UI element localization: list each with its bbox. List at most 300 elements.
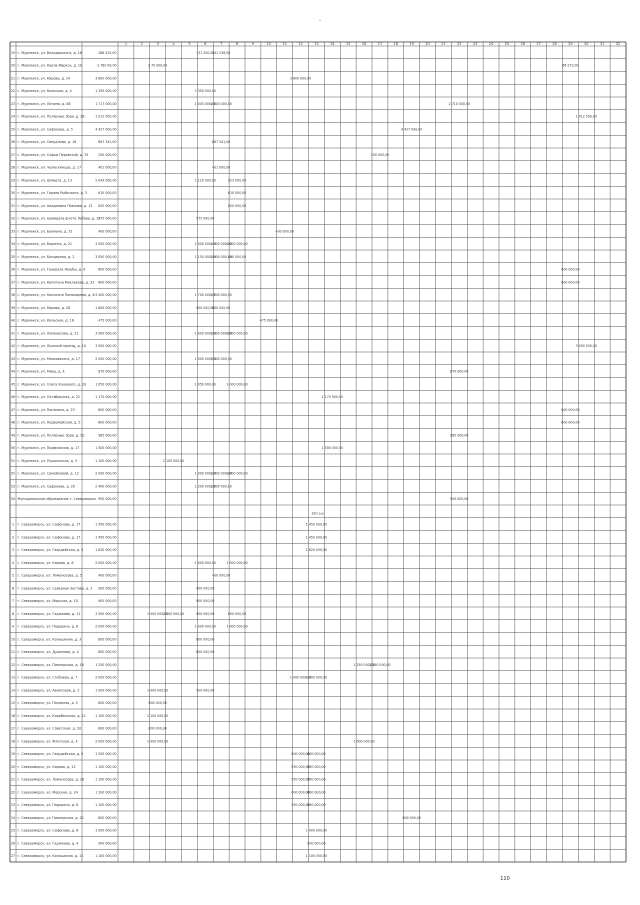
value-cell: 600 000,00 xyxy=(561,280,580,285)
row-number: 42 xyxy=(10,344,16,349)
value-cell: 900 000,00 xyxy=(196,305,215,310)
address-cell: г. Мурманск, ул. Баумана, д. 31 xyxy=(17,229,73,234)
value-cell: 1 200 000,00 xyxy=(210,484,232,489)
value-cell: 1 000 000,00 xyxy=(226,242,248,247)
value-cell: 1 120 000,00 xyxy=(194,178,216,183)
value-cell: 600 000,00 xyxy=(148,701,167,706)
row-number: 6 xyxy=(11,586,15,591)
address-cell: г. Североморск, ул. Пионерская, д. 22 xyxy=(17,815,84,820)
value-cell: 1 000 000,00 xyxy=(210,356,232,361)
column-header: 14 xyxy=(330,42,335,47)
address-cell: г. Североморск, ул. Сгибнева, д. 7 xyxy=(17,675,78,680)
address-cell: г. Североморск, ул. Советская, д. 20 xyxy=(17,726,82,731)
row-number: 20 xyxy=(10,764,16,769)
total-cell: 400 000,00 xyxy=(98,573,117,578)
row-number: 25 xyxy=(10,828,16,833)
address-cell: г. Мурманск, ул. Шмидта, д. 13 xyxy=(17,178,72,183)
address-cell: г. Североморск, ул. Гаджиева, д. 11 xyxy=(17,611,81,616)
value-cell: 867 341,00 xyxy=(212,140,231,145)
value-cell: 923 000,00 xyxy=(227,178,247,183)
value-cell: 2 710 000,00 xyxy=(448,101,470,106)
column-header: 10 xyxy=(266,42,271,47)
value-cell: 610 000,00 xyxy=(227,191,247,196)
value-cell: 1 000 000,00 xyxy=(210,242,232,247)
total-cell: 1 100 000,00 xyxy=(95,777,117,782)
address-cell: г. Североморск, ул. Корабельная, д. 11 xyxy=(17,713,86,718)
address-cell: г. Североморск, ул. Гвардейская, д. 3 xyxy=(17,548,84,553)
row-number: 10 xyxy=(10,637,16,642)
value-cell: 1 000 000,00 xyxy=(194,356,216,361)
value-cell: 1 000 000,00 xyxy=(289,675,312,680)
column-header: 28 xyxy=(552,42,557,47)
address-cell: г. Мурманск, ул. Октябрьская, д. 22 xyxy=(17,395,80,400)
value-cell: 1 012 500,00 xyxy=(575,114,597,119)
value-cell: 900 000,00 xyxy=(196,586,215,591)
column-header: 29 xyxy=(568,42,573,47)
value-cell: 600 000,00 xyxy=(561,407,580,412)
address-cell: г. Мурманск, ул. Бондарная, д. 2 xyxy=(17,254,75,259)
row-number: 18 xyxy=(10,739,16,744)
value-cell: 1 250 000,00 xyxy=(369,662,391,667)
row-number: 37 xyxy=(10,280,16,285)
column-header: 4 xyxy=(172,42,175,47)
value-cell: 1 450 000,00 xyxy=(305,522,328,527)
address-cell: г. Мурманск, ул. Полярные Зори, д. 28 xyxy=(17,114,85,119)
value-cell: 1 100 000,00 xyxy=(147,713,169,718)
total-cell: 1 050 000,00 xyxy=(95,382,117,387)
column-header: 12 xyxy=(298,42,303,47)
value-cell: 2 70 000,00 xyxy=(148,63,168,68)
total-cell: 1 250 000,00 xyxy=(95,662,117,667)
value-cell: 400 000,00 xyxy=(212,573,231,578)
total-cell: 250 000,00 xyxy=(98,152,117,157)
address-cell: г. Североморск, ул. Сафонова, д. 17 xyxy=(17,522,81,527)
address-cell: г. Мурманск, ул. Лыжный проезд, д. 10 xyxy=(17,344,86,349)
value-cell: 1 250 000,00 xyxy=(353,662,375,667)
total-cell: 1 000 000,00 xyxy=(95,828,117,833)
value-cell: 1 000 000,00 xyxy=(226,382,248,387)
row-number: 23 xyxy=(10,101,16,106)
total-cell: 1 170 000,00 xyxy=(95,395,117,400)
value-cell: 985 000,00 xyxy=(450,433,469,438)
address-cell: г. Мурманск, ул. Олега Кошевого, д. 20 xyxy=(17,382,87,387)
row-number: 43 xyxy=(10,356,16,361)
row-number: 32 xyxy=(10,216,16,221)
value-cell: 1 000 000,00 xyxy=(353,739,375,744)
value-cell: 1 500 000,00 xyxy=(321,446,343,451)
value-cell: 1 000 000,00 xyxy=(147,611,169,616)
total-cell: 600 000,00 xyxy=(98,267,117,272)
total-cell: 600 000,00 xyxy=(98,420,117,425)
value-cell: 1 620 000,00 xyxy=(305,548,328,553)
total-cell: 400 000,00 xyxy=(98,229,117,234)
column-header: 32 xyxy=(615,42,621,47)
column-header: 22 xyxy=(457,42,462,47)
total-cell: 286 415,00 xyxy=(98,50,117,55)
address-cell: г. Мурманск, ул. Самойловой, д. 12 xyxy=(17,471,79,476)
row-number: 24 xyxy=(10,114,16,119)
row-number: 28 xyxy=(10,165,16,170)
address-cell: г. Мурманск, ул. Профсоюзов, д. 17 xyxy=(17,446,80,451)
column-header: 7 xyxy=(220,42,223,47)
value-cell: 1 000 000,00 xyxy=(147,739,169,744)
value-cell: 550 000,00 xyxy=(307,764,326,769)
address-cell: г. Мурманск, ул. Кольская, д. 16 xyxy=(17,318,74,323)
total-cell: 1 450 000,00 xyxy=(95,535,117,540)
address-cell: г. Мурманск, ул. Маяковского, д. 17 xyxy=(17,356,80,361)
total-cell: 1 200 000,00 xyxy=(95,752,117,757)
row-number: 51 xyxy=(10,458,16,463)
row-number: 12 xyxy=(10,662,16,667)
row-number: 7 xyxy=(11,599,15,604)
value-cell: 1 000 000,00 xyxy=(226,471,248,476)
value-cell: 900 000,00 xyxy=(196,611,215,616)
total-cell: 1 717 000,00 xyxy=(95,101,117,106)
row-number: 34 xyxy=(10,242,16,247)
row-number: 23 xyxy=(10,803,16,808)
column-header: 24 xyxy=(488,42,494,47)
table-cells xyxy=(11,42,620,858)
address-cell: г. Мурманск, ул. Ломоносова, д. 21 xyxy=(17,331,79,336)
row-number: 46 xyxy=(10,395,16,400)
total-cell: 2 000 000,00 xyxy=(95,624,117,629)
total-cell: 401 000,00 xyxy=(98,165,117,170)
value-cell: 1 000 000,00 xyxy=(194,624,216,629)
row-number: 44 xyxy=(10,369,16,374)
value-cell: 550 000,00 xyxy=(307,777,326,782)
value-cell: 1 000 000,00 xyxy=(226,331,248,336)
value-cell: 500 000,00 xyxy=(196,688,215,693)
value-cell: 1 700 000,00 xyxy=(194,293,216,298)
value-cell: 620 000,00 xyxy=(227,203,247,208)
total-cell: 2 000 000,00 xyxy=(95,356,117,361)
address-cell: г. Североморск, ул. Пионерская, д. 16 xyxy=(17,662,84,667)
value-cell: 600 000,00 xyxy=(307,752,326,757)
address-cell: г. Североморск, ул. Полярная, д. 5 xyxy=(17,701,78,706)
column-header: 13 xyxy=(314,42,319,47)
value-cell: 1 100 000,00 xyxy=(210,101,232,106)
column-header: 20 xyxy=(425,42,430,47)
total-cell: 1 450 000,00 xyxy=(95,522,117,527)
total-cell: 985 000,00 xyxy=(98,433,117,438)
page-number: 110 xyxy=(500,876,510,882)
total-cell: 1 200 000,00 xyxy=(95,790,117,795)
row-number: 29 xyxy=(10,178,16,183)
value-cell: 400 000,00 xyxy=(275,229,294,234)
address-cell: г. Мурманск, ул. Папанина, д. 23 xyxy=(17,407,75,412)
address-cell: г. Мурманск, ул. Софьи Перовской, д. 33 xyxy=(17,152,89,157)
address-cell: г. Североморск, ул. Ломоносова, д. 16 xyxy=(17,777,85,782)
address-cell: г. Мурманск, ул. Кирова, д. 24 xyxy=(17,76,71,81)
address-cell: г. Североморск, ул. Гаджиева, д. 4 xyxy=(17,841,79,846)
total-cell: 2 400 000,00 xyxy=(95,484,117,489)
total-cell: 575 000,00 xyxy=(98,216,117,221)
total-cell: 3 000 000,00 xyxy=(95,344,117,349)
total-cell: 2 000 000,00 xyxy=(95,471,117,476)
value-cell: 900 000,00 xyxy=(196,599,215,604)
address-cell: г. Североморск, ул. Авиаторов, д. 3 xyxy=(17,688,80,693)
total-cell: 1 100 000,00 xyxy=(95,803,117,808)
value-cell: 1 000 000,00 xyxy=(210,254,232,259)
row-number: 45 xyxy=(10,382,16,387)
address-cell: г. Североморск, ул. Падорина, д. 8 xyxy=(17,803,79,808)
value-cell: 950 000,00 xyxy=(450,497,469,502)
total-cell: 620 000,00 xyxy=(98,203,117,208)
row-number: 47 xyxy=(10,407,16,412)
row-number: 14 xyxy=(10,688,16,693)
total-cell: 1 100 000,00 xyxy=(95,764,117,769)
total-cell: 600 000,00 xyxy=(98,650,117,655)
row-number: 52 xyxy=(10,471,16,476)
value-cell: 1 100 000,00 xyxy=(162,458,185,463)
address-cell: г. Мурманск, ул. Полярные Зори, д. 50 xyxy=(17,433,85,438)
address-cell: г. Мурманск, ул. Сафонова, д. 20 xyxy=(17,484,75,489)
value-cell: 1 000 000,00 xyxy=(226,624,248,629)
address-cell: г. Мурманск, ул. Челюскинцев, д. 17 xyxy=(17,165,82,170)
row-number: 26 xyxy=(10,841,16,846)
total-cell: 1 350 000,00 xyxy=(95,89,117,94)
address-cell: г. Мурманск, ул. Генерала Журбы, д. 9 xyxy=(17,267,86,272)
row-number: 4 xyxy=(11,560,15,565)
total-cell: 600 000,00 xyxy=(98,701,117,706)
total-cell: 900 000,00 xyxy=(98,599,117,604)
value-cell: 1 000 000,00 xyxy=(194,560,216,565)
total-cell: 1 100 000,00 xyxy=(95,713,117,718)
total-cell: 1 500 000,00 xyxy=(95,446,117,451)
row-number: 27 xyxy=(10,152,16,157)
column-header: 1 xyxy=(124,42,128,47)
row-number: 22 xyxy=(10,89,16,94)
total-cell: 2 000 000,00 xyxy=(95,739,117,744)
column-header: 19 xyxy=(409,42,414,47)
address-cell: г. Североморск, ул. Северная Застава, д. 2 xyxy=(17,586,93,591)
address-cell: г. Мурманск, ул. Пушкинская, д. 3 xyxy=(17,458,78,463)
row-number: 9 xyxy=(11,624,15,629)
row-number: 16 xyxy=(10,713,16,718)
total-cell: 600 000,00 xyxy=(98,280,117,285)
address-cell: г. Мурманск, ул. Капитана Маклакова, д. 32 xyxy=(17,280,95,285)
value-cell: 1 000 000,00 xyxy=(194,242,216,247)
row-number: 15 xyxy=(10,701,16,706)
row-number: 54 xyxy=(10,497,16,502)
address-cell: г. Мурманск, ул. Беринга, д. 21 xyxy=(17,242,73,247)
row-number: 35 xyxy=(10,254,16,259)
address-cell: г. Мурманск, ул. Володарского, д. 16 xyxy=(17,50,82,55)
value-cell: 800 000,00 xyxy=(148,726,167,731)
address-cell: г. Мурманск, ул. Ленина, д. 68 xyxy=(17,101,71,106)
value-cell: 250 000,00 xyxy=(370,152,390,157)
address-cell: г. Североморск, ул. Сафонова, д. 8 xyxy=(17,828,79,833)
column-header: 17 xyxy=(377,42,383,47)
value-cell: 131 200,00 xyxy=(196,50,215,55)
address-cell: г. Североморск, ул. Колышкина, д. 11 xyxy=(17,854,84,859)
total-cell: 900 000,00 xyxy=(98,841,117,846)
total-cell: 600 000,00 xyxy=(98,407,117,412)
row-number: 21 xyxy=(10,76,16,81)
value-cell: 900 000,00 xyxy=(307,841,326,846)
address-cell: г. Североморск, ул. Колышкина, д. 3 xyxy=(17,637,82,642)
total-cell: 2 000 000,00 xyxy=(95,675,117,680)
value-cell: 1 000 000,00 xyxy=(305,828,328,833)
address-cell: г. Мурманск, ул. Капитана Пономарева, д. 6 xyxy=(17,293,95,298)
address-cell: г. Мурманск, ул. Сафонова, д. 5 xyxy=(17,127,73,132)
total-cell: 2 043 000,00 xyxy=(95,178,117,183)
value-cell: 1 170 000,00 xyxy=(321,395,343,400)
column-header: 18 xyxy=(393,42,398,47)
row-number: 3 xyxy=(11,548,15,553)
total-cell: 2 000 000,00 xyxy=(95,560,117,565)
value-cell: 1 000 000,00 xyxy=(162,611,185,616)
row-number: 2 xyxy=(11,535,15,540)
value-cell: 600 000,00 xyxy=(307,790,326,795)
total-cell: 1 100 000,00 xyxy=(95,458,117,463)
page-top-mark: - xyxy=(319,18,321,24)
column-header: 21 xyxy=(441,42,446,47)
column-header: 11 xyxy=(282,42,287,47)
row-number: 40 xyxy=(10,318,16,323)
value-cell: 1 050 000,00 xyxy=(194,382,216,387)
row-number: 5 xyxy=(11,573,15,578)
total-cell: 610 000,00 xyxy=(98,191,117,196)
row-number: 27 xyxy=(10,854,16,859)
value-cell: 870 000,00 xyxy=(450,369,469,374)
total-cell: 870 000,00 xyxy=(98,369,117,374)
total-cell: 3 400 000,00 xyxy=(95,293,117,298)
address-cell: г. Североморск, ул. Падорина, д. 6 xyxy=(17,624,79,629)
section-label: 320 а.а. xyxy=(311,511,325,516)
total-cell: 1 012 500,00 xyxy=(95,114,117,119)
value-cell: 1 000 000,00 xyxy=(147,688,169,693)
value-cell: 4 427 000,00 xyxy=(401,127,423,132)
row-number: 49 xyxy=(10,433,16,438)
address-cell: г. Североморск, ул. Кирова, д. 12 xyxy=(17,764,76,769)
total-cell: 3 000 000,00 xyxy=(95,331,117,336)
value-cell: 1 450 000,00 xyxy=(305,535,328,540)
row-number: 1 xyxy=(11,522,15,527)
total-cell: 1 800 000,00 xyxy=(95,305,117,310)
total-cell: 3 500 000,00 xyxy=(95,611,117,616)
address-cell: г. Мурманск, ул. Героев Рыбачьего, д. 3 xyxy=(17,191,87,196)
column-header: 3 xyxy=(156,42,159,47)
value-cell: 1 350 000,00 xyxy=(194,89,216,94)
address-cell: г. Североморск, ул. Сафонова, д. 17 xyxy=(17,535,81,540)
value-cell: 66 270,00 xyxy=(562,63,579,68)
value-cell: 1 000 000,00 xyxy=(210,331,232,336)
total-cell: 800 000,00 xyxy=(98,726,117,731)
row-number: 19 xyxy=(10,752,16,757)
address-cell: г. Североморск, ул. Кирова, д. 8 xyxy=(17,560,74,565)
row-number: 20 xyxy=(10,63,16,68)
row-number: 36 xyxy=(10,267,16,272)
total-cell: 950 000,00 xyxy=(98,497,117,502)
address-cell: г. Мурманск, ул. Академика Павлова, д. 13 xyxy=(17,203,93,208)
total-cell: 1 620 000,00 xyxy=(95,548,117,553)
row-number: 8 xyxy=(11,611,15,616)
value-cell: 1 000 000,00 xyxy=(226,560,248,565)
value-cell: 600 000,00 xyxy=(196,650,215,655)
value-cell: 1 200 000,00 xyxy=(194,484,216,489)
value-cell: 550 000,00 xyxy=(307,803,326,808)
row-number: 41 xyxy=(10,331,16,336)
total-cell: 800 000,00 xyxy=(98,637,117,642)
address-cell: г. Мурманск, ул. Первомайская, д. 5 xyxy=(17,420,81,425)
value-cell: 600 000,00 xyxy=(291,790,310,795)
column-header: 26 xyxy=(520,42,525,47)
row-number: 38 xyxy=(10,293,16,298)
value-cell: 800 000,00 xyxy=(196,637,215,642)
column-header: 15 xyxy=(346,42,351,47)
total-cell: 475 000,00 xyxy=(98,318,117,323)
value-cell: 575 000,00 xyxy=(196,216,215,221)
value-cell: 1 700 000,00 xyxy=(210,293,232,298)
value-cell: 600 000,00 xyxy=(291,752,310,757)
address-cell: г. Североморск, ул. Морская, д. 24 xyxy=(17,790,78,795)
row-number: 53 xyxy=(10,484,16,489)
column-header: 8 xyxy=(235,42,239,47)
value-cell: 3 000 000,00 xyxy=(575,344,597,349)
column-header: 31 xyxy=(600,42,605,47)
value-cell: 475 000,00 xyxy=(259,318,278,323)
address-cell: г. Мурманск, ул. Адмирала флота Лобова, д. 33 xyxy=(17,216,101,221)
column-header: 5 xyxy=(188,42,191,47)
address-cell: г. Мурманск, ул. Кирова, д. 28 xyxy=(17,305,71,310)
value-cell: 1 150 000,00 xyxy=(194,254,216,259)
column-header: 9 xyxy=(251,42,255,47)
address-cell: г. Североморск, ул. Флотская, д. 4 xyxy=(17,739,78,744)
value-cell: 141 236,00 xyxy=(212,50,231,55)
row-number: 19 xyxy=(10,50,16,55)
column-header: 25 xyxy=(504,42,510,47)
address-cell: г. Североморск, ул. Морская, д. 10 xyxy=(17,599,78,604)
row-number: 48 xyxy=(10,420,16,425)
row-number: 21 xyxy=(10,777,16,782)
column-header: 16 xyxy=(361,42,367,47)
total-cell: 867 341,00 xyxy=(98,140,117,145)
address-cell: г. Североморск, ул. Ломоносова, д. 5 xyxy=(17,573,82,578)
total-cell: 1 100 000,00 xyxy=(95,854,117,859)
value-cell: 900 000,00 xyxy=(212,305,231,310)
row-number: 33 xyxy=(10,229,16,234)
column-header: 27 xyxy=(536,42,541,47)
value-cell: 1 100 000,00 xyxy=(305,854,328,859)
address-cell: Муниципальное образование г. Североморск xyxy=(17,497,97,502)
value-cell: 550 000,00 xyxy=(291,764,310,769)
address-cell: г. Мурманск, ул. Карла Маркса, д. 10 xyxy=(17,63,83,68)
total-cell: 3 050 000,00 xyxy=(95,254,117,259)
address-cell: г. Североморск, ул. Гвардейская, д. 9 xyxy=(17,752,84,757)
row-number: 50 xyxy=(10,446,16,451)
value-cell: 600 000,00 xyxy=(561,267,580,272)
row-number: 39 xyxy=(10,305,16,310)
value-cell: 1 000 000,00 xyxy=(194,331,216,336)
value-cell: 550 000,00 xyxy=(291,777,310,782)
column-header: 2 xyxy=(140,42,143,47)
total-cell: 900 000,00 xyxy=(98,586,117,591)
row-number: 30 xyxy=(10,191,16,196)
row-number: 22 xyxy=(10,790,16,795)
address-cell: г. Мурманск, ул. Кольская, д. 4 xyxy=(17,89,72,94)
total-cell: 4 427 000,00 xyxy=(95,127,117,132)
row-number: 17 xyxy=(10,726,16,731)
row-number: 13 xyxy=(10,675,16,680)
row-number: 26 xyxy=(10,140,16,145)
total-cell: 2 780 00,00 xyxy=(97,63,117,68)
value-cell: 600 000,00 xyxy=(227,611,247,616)
value-cell: 1 000 000,00 xyxy=(194,101,216,106)
value-cell: 1 000 000,00 xyxy=(210,471,232,476)
row-number: 24 xyxy=(10,815,16,820)
address-cell: г. Мурманск, ул. Мира, д. 4 xyxy=(17,369,65,374)
